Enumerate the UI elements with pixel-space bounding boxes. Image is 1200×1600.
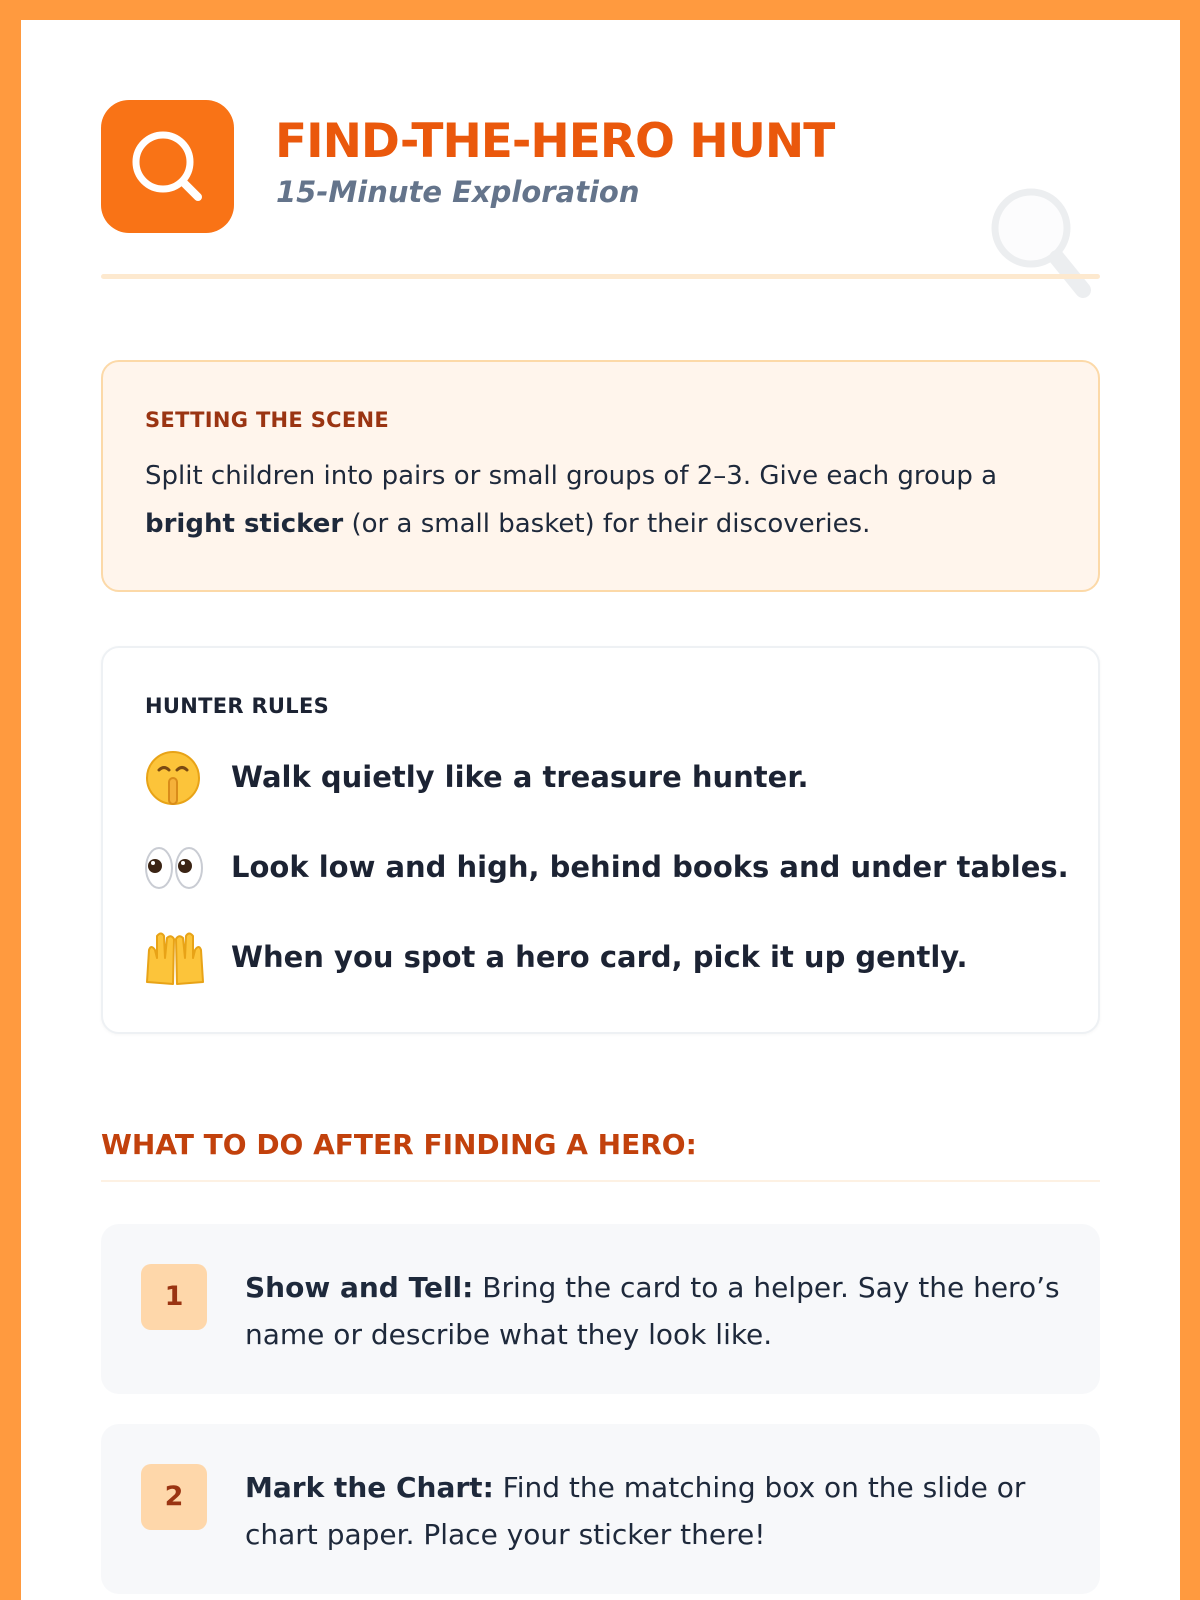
scene-text [145,452,1065,548]
rules-card [101,646,1100,1034]
scene-text-bold: bright sticker [145,509,344,539]
rules-label: HUNTER RULES [145,694,330,718]
activity-page [21,20,1180,1600]
step-text [245,1264,1065,1358]
step-title: Mark the Chart: [245,1471,494,1504]
section-heading: WHAT TO DO AFTER FINDING A HERO: [101,1128,697,1161]
step-card [101,1224,1100,1394]
step-title: Show and Tell: [245,1271,474,1304]
page-title: FIND-THE-HERO HUNT [275,114,835,169]
step-card [101,1424,1100,1594]
shushing-face-icon [143,748,207,808]
step-description: Bring the card to a helper. Say the hero’s name or describe what they look like. [245,1271,1060,1351]
header-divider [101,274,1100,279]
rule-text: Walk quietly like a treasure hunter. [231,760,809,794]
step-text [245,1464,1065,1558]
scene-text-start: Split children into pairs or small groups of 2–3. Give each group a [145,461,998,491]
magnifier-icon [101,100,234,233]
palms-up-icon [143,928,207,988]
rule-item [143,748,1083,808]
rule-text: Look low and high, behind books and under tables. [231,850,1069,884]
step-number-badge: 2 [141,1464,207,1530]
page-subtitle: 15-Minute Exploration [276,175,640,209]
scene-label: SETTING THE SCENE [145,408,389,432]
rule-text: When you spot a hero card, pick it up gently. [231,940,968,974]
scene-text-end: (or a small basket) for their discoveries. [343,509,871,539]
step-number-badge: 1 [141,1264,207,1330]
eyes-icon [143,838,207,898]
rule-item [143,928,1083,988]
section-divider [101,1180,1100,1182]
rule-item [143,838,1083,898]
scene-card [101,360,1100,592]
magnifier-watermark-icon [981,180,1101,314]
step-description: Find the matching box on the slide or chart paper. Place your sticker there! [245,1471,1026,1551]
